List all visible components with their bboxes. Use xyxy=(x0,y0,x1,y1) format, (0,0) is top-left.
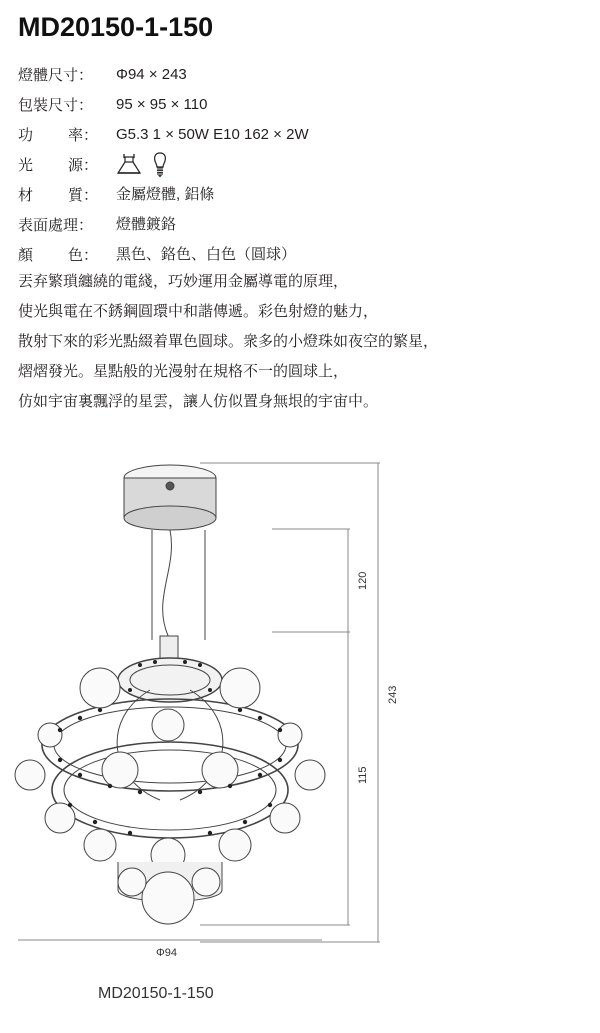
globe xyxy=(38,723,62,747)
description-line: 使光與電在不銹鋼圓環中和諧傳遞。彩色射燈的魅力， xyxy=(18,302,379,320)
globe xyxy=(80,668,120,708)
description-line: 丟弃繁瑣纏繞的電綫，巧妙運用金屬導電的原理， xyxy=(18,272,349,290)
globe xyxy=(270,803,300,833)
technical-drawing xyxy=(0,440,600,980)
mr16-lamp-icon xyxy=(116,153,142,177)
dim-label-243: 243 xyxy=(387,685,399,704)
globe xyxy=(278,723,302,747)
spec-value-body-size: Φ94 × 243 xyxy=(116,66,187,83)
globe xyxy=(15,760,45,790)
dim-label-120: 120 xyxy=(357,571,369,590)
globe xyxy=(102,752,138,788)
dim-label-115: 115 xyxy=(357,766,369,784)
spec-row-material xyxy=(18,180,588,210)
spec-label-color: 顏 色： xyxy=(18,246,98,264)
spec-row-light-source xyxy=(18,150,588,180)
spec-value-power: G5.3 1 × 50W E10 162 × 2W xyxy=(116,126,309,143)
description-line: 仿如宇宙裏飄浮的星雲，讓人仿似置身無垠的宇宙中。 xyxy=(18,392,379,410)
spec-label-power: 功 率： xyxy=(18,126,98,144)
light-source-icons xyxy=(116,150,168,180)
power-cord xyxy=(163,530,172,640)
canopy-bottom xyxy=(124,506,216,530)
globe xyxy=(202,752,238,788)
drawing-caption: MD20150-1-150 xyxy=(98,985,214,1002)
lower-ring xyxy=(52,742,288,838)
spec-value-package-size: 95 × 95 × 110 xyxy=(116,96,208,113)
lower-ring-inner xyxy=(64,750,276,830)
spec-value-color: 黑色、鉻色、白色（圓球） xyxy=(116,246,297,263)
dim-label-width: Φ94 xyxy=(156,947,178,959)
description-line: 散射下來的彩光點綴着單色圓球。衆多的小燈珠如夜空的繁星， xyxy=(18,332,439,350)
spec-label-package-size: 包裝尺寸： xyxy=(18,96,94,114)
spec-row-power xyxy=(18,120,588,150)
spec-label-body-size: 燈體尺寸： xyxy=(18,66,94,84)
globe xyxy=(219,829,251,861)
chandelier-drawing-svg xyxy=(0,440,600,980)
globe xyxy=(84,829,116,861)
product-description xyxy=(18,266,588,416)
canopy-center xyxy=(166,482,174,490)
spec-list xyxy=(18,60,588,270)
globe xyxy=(220,668,260,708)
spec-label-material: 材 質： xyxy=(18,186,98,204)
description-line: 熠熠發光。星點般的光漫射在規格不一的圓球上， xyxy=(18,362,349,380)
globe xyxy=(192,868,220,896)
globe xyxy=(45,803,75,833)
spec-row-package-size xyxy=(18,90,588,120)
spec-value-finish: 燈體鍍鉻 xyxy=(116,216,177,233)
spec-label-light-source: 光 源： xyxy=(18,156,98,174)
e10-bulb-icon xyxy=(152,152,168,178)
globe xyxy=(118,868,146,896)
globe xyxy=(152,709,184,741)
spec-row-body-size xyxy=(18,60,588,90)
spec-row-finish xyxy=(18,210,588,240)
globe xyxy=(142,872,194,924)
spec-label-finish: 表面處理： xyxy=(18,216,94,234)
spec-value-material: 金屬燈體, 鋁條 xyxy=(116,186,215,203)
globe xyxy=(295,760,325,790)
product-title: MD20150-1-150 xyxy=(18,12,214,42)
